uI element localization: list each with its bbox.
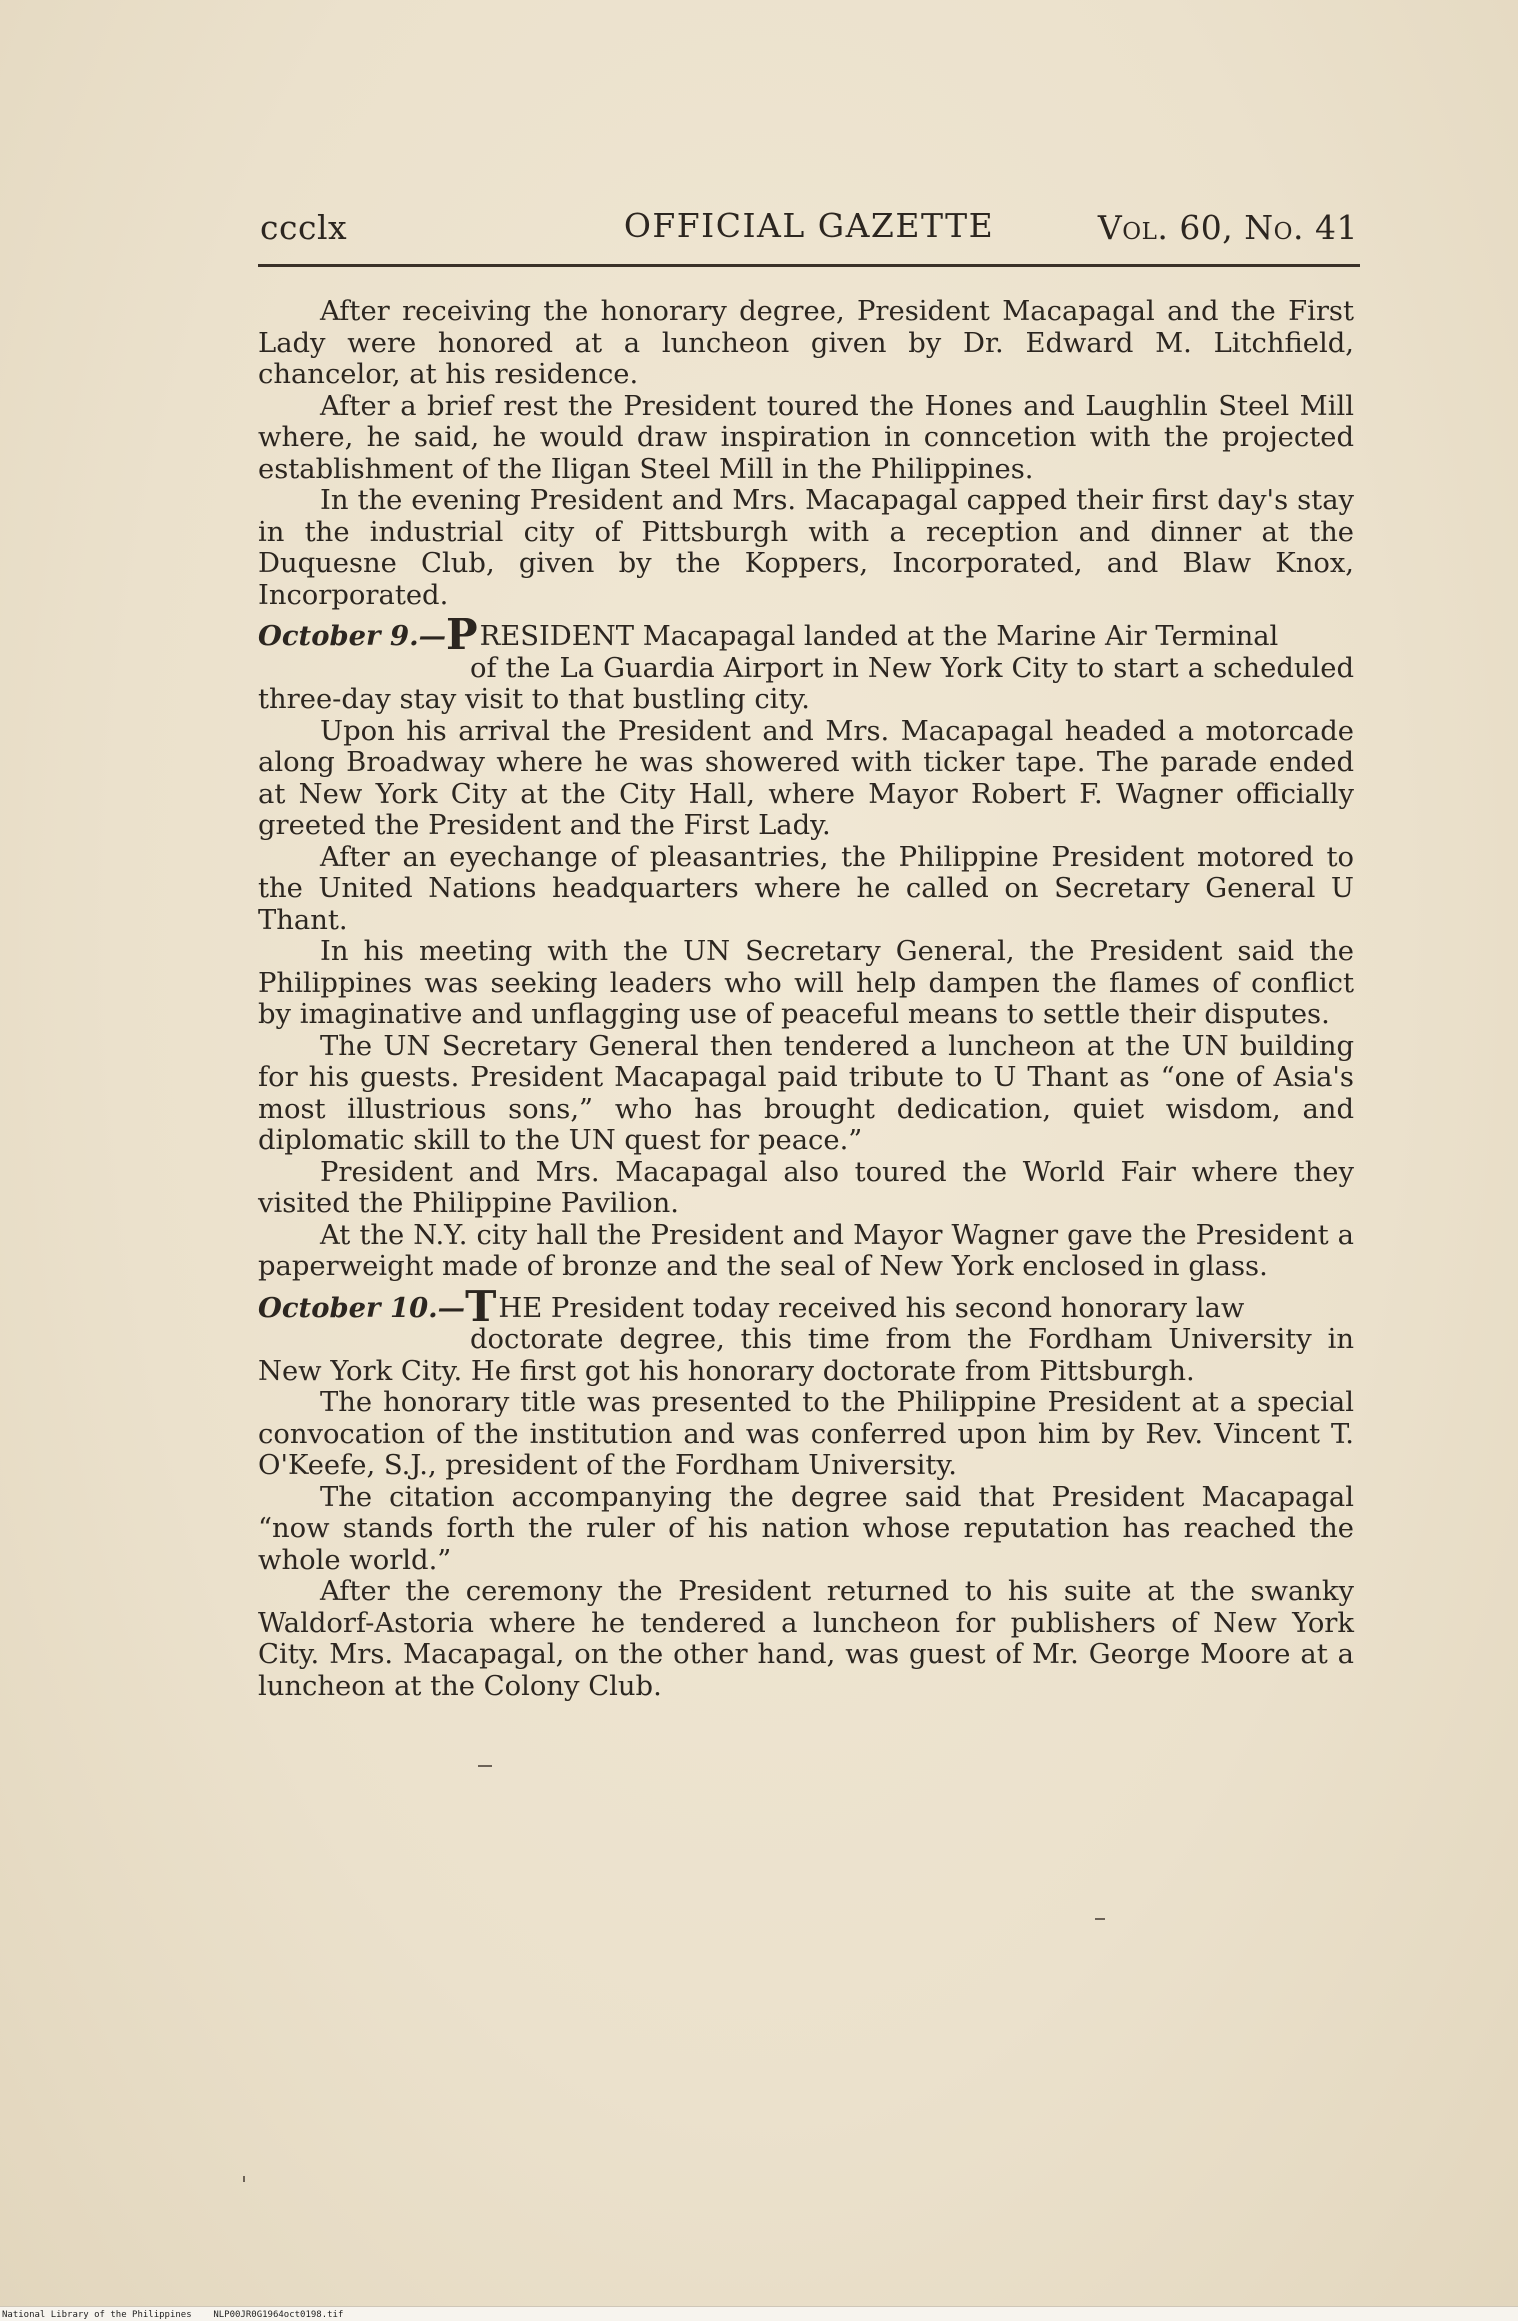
- paragraph: The honorary title was presented to the Philippine President at a special convocation of the institution and was conferred upon him by Rev. Vincent T. O'Keefe, S.J., president of the Fordham University.: [258, 1387, 1354, 1481]
- paragraph: At the N.Y. city hall the President and Mayor Wagner gave the President a paperweight made of bronze and the seal of New York enclosed in glass.: [258, 1219, 1354, 1282]
- entry-lead-continued: doctorate degree, this time from the Fordham University in New York City. He first got his honorary doctorate from Pittsburgh.: [258, 1324, 1354, 1387]
- scan-filename: NLP00JR0G1964oct0198.tif: [213, 2310, 344, 2320]
- library-name: National Library of the Philippines: [2, 2310, 192, 2320]
- paragraph: After a brief rest the President toured the Hones and Laughlin Steel Mill where, he said, he would draw inspiration in conncetion with the projected establishment of the Iligan Steel Mill in the Philippines.: [258, 390, 1354, 485]
- paragraph: The citation accompanying the degree said that President Macapagal “now stands forth the ruler of his nation whose reputation has reached the whole world.”: [258, 1481, 1354, 1576]
- print-speck: [243, 2176, 245, 2182]
- entry-lead: HE President today received his second honorary law: [498, 1292, 1245, 1324]
- entry-lead-continued: of the La Guardia Airport in New York City to start a scheduled three-day stay visit to that bustling city.: [258, 652, 1354, 715]
- paragraph: In the evening President and Mrs. Macapagal capped their first day's stay in the industrial city of Pittsburgh with a reception and dinner at the Duquesne Club, given by the Koppers, Incorporated, and Blaw Knox, Incorporated.: [258, 485, 1354, 611]
- entry-lead: RESIDENT Macapagal landed at the Marine Air Terminal: [479, 621, 1279, 652]
- scan-footer: [0, 2306, 1518, 2321]
- header-rule: [258, 264, 1360, 267]
- publication-title: OFFICIAL GAZETTE: [623, 206, 995, 245]
- volume-number: Vol. 60, No. 41: [1097, 208, 1358, 247]
- entry-date: October 10.—: [258, 1291, 466, 1324]
- paragraph: The UN Secretary General then tendered a luncheon at the UN building for his guests. President Macapagal paid tribute to U Thant as “one of Asia's most illustrious sons,” who has brought dedication, quiet wisdom, and diplomatic skill to the UN quest for peace.”: [258, 1030, 1354, 1156]
- drop-cap: T: [465, 1281, 497, 1331]
- running-header: [258, 206, 1360, 256]
- paragraph: After an eyechange of pleasantries, the Philippine President motored to the United Nations headquarters where he called on Secretary General U Thant.: [258, 841, 1354, 936]
- entry-october-10: [258, 1281, 1354, 1388]
- scan-caption: [2, 2310, 343, 2320]
- page-folio: ccclx: [260, 208, 348, 247]
- paragraph: In his meeting with the UN Secretary General, the President said the Philippines was seeking leaders who will help dampen the flames of conflict by imaginative and unflagging use of peaceful means to settle their disputes.: [258, 936, 1354, 1030]
- print-speck: [1095, 1918, 1105, 1920]
- paragraph: After receiving the honorary degree, President Macapagal and the First Lady were honored at a luncheon given by Dr. Edward M. Litchfield, chancelor, at his residence.: [258, 296, 1354, 390]
- entry-date: October 9.—: [258, 620, 446, 652]
- paragraph: After the ceremony the President returned to his suite at the swanky Waldorf-Astoria where he tendered a luncheon for publishers of New York City. Mrs. Macapagal, on the other hand, was guest of Mr. George Moore at a luncheon at the Colony Club.: [258, 1576, 1354, 1702]
- print-speck: [478, 1765, 492, 1767]
- drop-cap: P: [446, 610, 478, 659]
- entry-october-9: [258, 610, 1354, 716]
- paragraph: Upon his arrival the President and Mrs. Macapagal headed a motorcade along Broadway where he was showered with ticker tape. The parade ended at New York City at the City Hall, where Mayor Robert F. Wagner officially greeted the President and the First Lady.: [258, 715, 1354, 841]
- paragraph: President and Mrs. Macapagal also toured the World Fair where they visited the Philippine Pavilion.: [258, 1156, 1354, 1219]
- article-body: [258, 296, 1354, 1702]
